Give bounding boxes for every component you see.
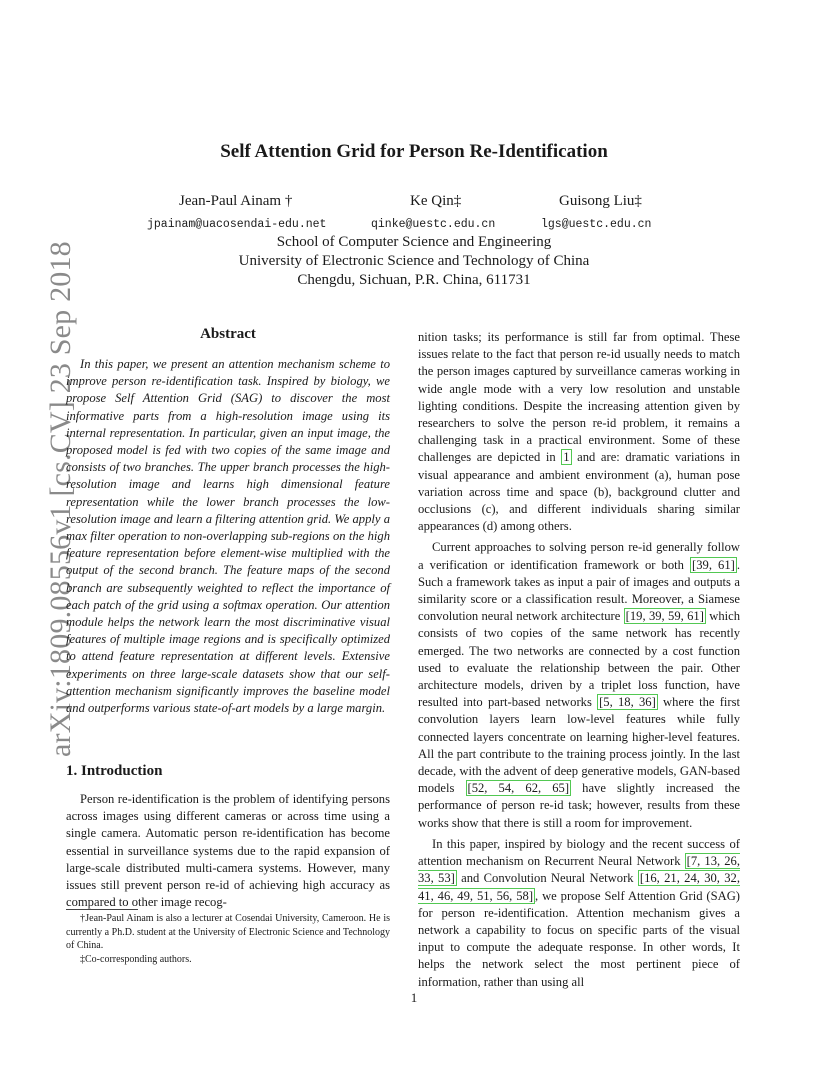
text-span: and are: dramatic variations in visual appearance and ambient environment (a), human pose variation across time and space (b), background clutter and occlusions (c), and different individuals sharing similar appearances (d) among others.	[418, 450, 741, 534]
author-3-name: Guisong Liu‡	[559, 193, 642, 209]
text-span: which consists of two copies of the same network has recently emerged. The two networks are connected by a cost function used to evaluate the relationship between the pair. Other architecture models, driven by a triplet loss function, have resulted into part-based networks	[418, 609, 741, 710]
citation-link[interactable]: [5, 18, 36]	[599, 695, 656, 710]
text-span: . Such a framework takes as input a pair of images and outputs a similarity score or a classification result. Moreover, a Siamese convolution neural network architecture	[418, 557, 741, 624]
right-paragraph-1	[418, 329, 740, 535]
introduction-heading: 1. Introduction	[66, 763, 163, 779]
footnote-2: ‡Co-corresponding authors.	[80, 953, 192, 965]
abstract-text: In this paper, we present an attention mechanism scheme to improve person re-identification task. Inspired by biology, we propose Self Attention Grid (SAG) to discover the most informative parts from a high-resolution image using its internal representation. In particular, given an input image, the proposed model is fed with two copies of the same image and consists of two branches. The upper branch processes the high-resolution image and learns high dimensional feature representation while the lower branch processes the low-resolution image and learn a filtering attention grid. We apply a max filter operation to non-overlapping sub-regions on the high feature representation before element-wise multiplied with the output of the second branch. The feature maps of the second branch are subsequently weighted to reflect the importance of each patch of the grid using a softmax operation. Our attention module helps the network learn the most discriminative visual features of multiple image regions and is specifically optimized to attend feature representation at different levels. Extensive experiments on three large-scale datasets show that our self-attention mechanism significantly improves the baseline model and outperforms various state-of-art models by a large margin.	[66, 357, 390, 716]
text-span: where the first convolution layers learn low-level features while fully connected layers concentrate on learning higher-level features. All the part contribute to the training process jointly. In the last decade, with the advent of deep generative models, GAN-based models	[418, 695, 741, 796]
author-2-name: Ke Qin‡	[410, 193, 462, 209]
abstract-body	[66, 356, 390, 717]
text-span: Current approaches to solving person re-id generally follow a verification or identification framework or both	[418, 540, 740, 572]
citation-link[interactable]: [16, 21, 24, 30, 32, 41, 46, 49, 51, 56, 58]	[418, 871, 741, 903]
citation-link[interactable]: [52, 54, 62, 65]	[467, 781, 570, 796]
citation-link[interactable]: [7, 13, 26, 33, 53]	[418, 854, 740, 886]
figure-ref-link[interactable]: 1	[563, 450, 570, 465]
affiliation-line-3: Chengdu, Sichuan, P.R. China, 611731	[297, 272, 531, 288]
right-column-body	[418, 329, 740, 991]
paper-title: Self Attention Grid for Person Re-Identification	[220, 141, 608, 162]
text-span: In this paper, inspired by biology and the recent success of attention mechanism on Recurrent Neural Network	[418, 836, 740, 869]
text-span: and Convolution Neural Network	[456, 871, 638, 886]
text-span: nition tasks; its performance is still far from optimal. These issues relate to the fact that person re-id usually needs to match the person images captured by surveillance cameras working in wide angle mode with a very low resolution and unstable lighting conditions. Despite the increasing attention given by researchers to solve the person re-id problem, it remains a challenging task in a practical environment. Some of these challenges are depicted in	[418, 330, 740, 465]
citation-link[interactable]: [19, 39, 59, 61]	[625, 609, 704, 624]
text-span: , we propose Self Attention Grid (SAG) for person re-identification. Attention mechanism gives a network a capability to focus on specific parts of the visual input to compute the adequate response. In other words, It helps the network select the most pertinent piece of information, rather than using all	[418, 888, 740, 989]
affiliation-line-1: School of Computer Science and Engineering	[276, 234, 552, 250]
author-2-email: qinke@uestc.edu.cn	[371, 218, 496, 231]
footnote-divider	[66, 909, 138, 910]
right-paragraph-3	[418, 836, 740, 991]
author-1-name: Jean-Paul Ainam †	[179, 193, 293, 209]
footnote-1: †Jean-Paul Ainam is also a lecturer at Cosendai University, Cameroon. He is currently a Ph.D. student at the University of Electronic Science and Technology of China.	[66, 913, 390, 951]
introduction-paragraph: Person re-identification is the problem of identifying persons across images using different cameras or across time using a single camera. Automatic person re-identification has become essential in surveillance systems due to the rapid expansion of large-scale distributed multi-camera systems. However, many issues still prevent person re-id of achieving high accuracy as compared to other image recog-	[66, 792, 390, 910]
affiliation-line-2: University of Electronic Science and Technology of China	[238, 253, 590, 269]
author-1-email: jpainam@uacosendai-edu.net	[147, 218, 327, 231]
introduction-body	[66, 791, 390, 911]
right-paragraph-2	[418, 539, 740, 831]
abstract-heading: Abstract	[200, 326, 256, 342]
page-number: 1	[410, 990, 418, 1005]
author-3-email: lgs@uestc.edu.cn	[541, 218, 652, 231]
arxiv-identifier-stamp: arXiv:1809.08556v1 [cs.CV] 23 Sep 2018	[44, 241, 77, 757]
text-span: have slightly increased the performance of person re-id task; however, results from these works show that there is still a room for improvement.	[418, 781, 741, 830]
citation-link[interactable]: [39, 61]	[692, 557, 735, 572]
footnotes	[66, 912, 390, 966]
